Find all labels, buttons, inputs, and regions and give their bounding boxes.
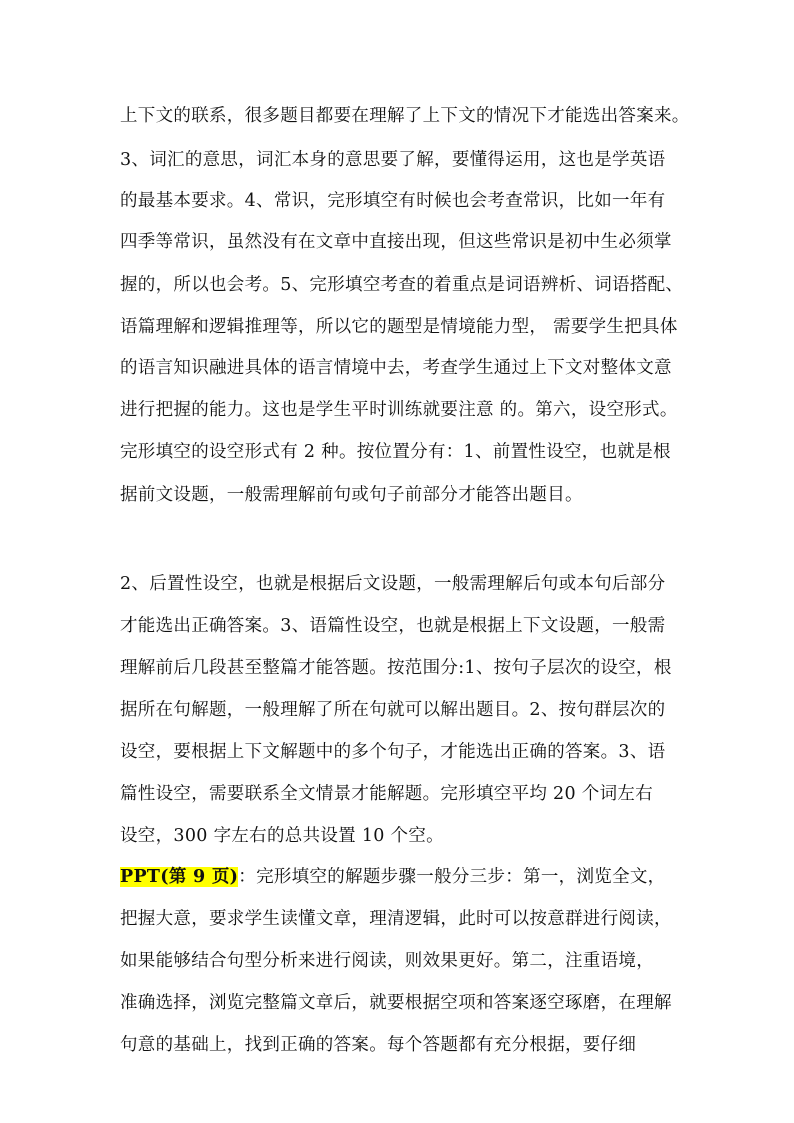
text-line: 准确选择，浏览完整篇文章后，就要根据空项和答案逐空琢磨，在理解	[120, 993, 672, 1013]
text-line: 理解前后几段甚至整篇才能答题。按范围分:1、按句子层次的设空，根	[120, 658, 672, 678]
text-line: 3、词汇的意思，词汇本身的意思要了解，要懂得运用，这也是学英语	[120, 150, 666, 170]
text-line: 的语言知识融进具体的语言情境中去，考查学生通过上下文对整体文意	[120, 358, 672, 378]
text-line: 设空，300 字左右的总共设置 10 个空。	[120, 826, 444, 846]
text-line: 据所在句解题，一般理解了所在句就可以解出题目。2、按句群层次的	[120, 700, 666, 720]
text-line: 的最基本要求。4、常识，完形填空有时候也会考查常识，比如一年有	[120, 191, 666, 211]
text-line: 如果能够结合句型分析来进行阅读，则效果更好。第二，注重语境，	[120, 951, 654, 971]
text-line: 据前文设题，一般需理解前句或句子前部分才能答出题目。	[120, 485, 583, 505]
text-line	[120, 865, 665, 889]
text-run: ：完形填空的解题步骤一般分三步：第一，浏览全文，	[238, 867, 666, 887]
text-line: 把握大意，要求学生读懂文章，理清逻辑，此时可以按意群进行阅读，	[120, 909, 672, 929]
text-line: 握的，所以也会考。5、完形填空考查的着重点是词语辨析、词语搭配、	[120, 275, 684, 295]
text-line: 进行把握的能力。这也是学生平时训练就要注意 的。第六，设空形式。	[120, 400, 678, 420]
text-line: 才能选出正确答案。3、语篇性设空，也就是根据上下文设题，一般需	[120, 616, 666, 636]
text-line: 上下文的联系，很多题目都要在理解了上下文的情况下才能选出答案来。	[120, 106, 690, 126]
text-line: 2、后置性设空，也就是根据后文设题，一般需理解后句或本句后部分	[120, 574, 666, 594]
text-line: 句意的基础上，找到正确的答案。每个答题都有充分根据，要仔细	[120, 1035, 637, 1055]
text-line: 篇性设空，需要联系全文情景才能解题。完形填空平均 20 个词左右	[120, 784, 653, 804]
text-line: 设空，要根据上下文解题中的多个句子，才能选出正确的答案。3、语	[120, 742, 666, 762]
text-line: 完形填空的设空形式有 2 种。按位置分有：1、前置性设空，也就是根	[120, 442, 671, 462]
text-line: 语篇理解和逻辑推理等，所以它的题型是情境能力型， 需要学生把具体	[120, 317, 678, 337]
ppt-page-highlight: PPT(第 9 页)	[120, 867, 239, 887]
text-line: 四季等常识，虽然没有在文章中直接出现，但这些常识是初中生必须掌	[120, 232, 672, 252]
